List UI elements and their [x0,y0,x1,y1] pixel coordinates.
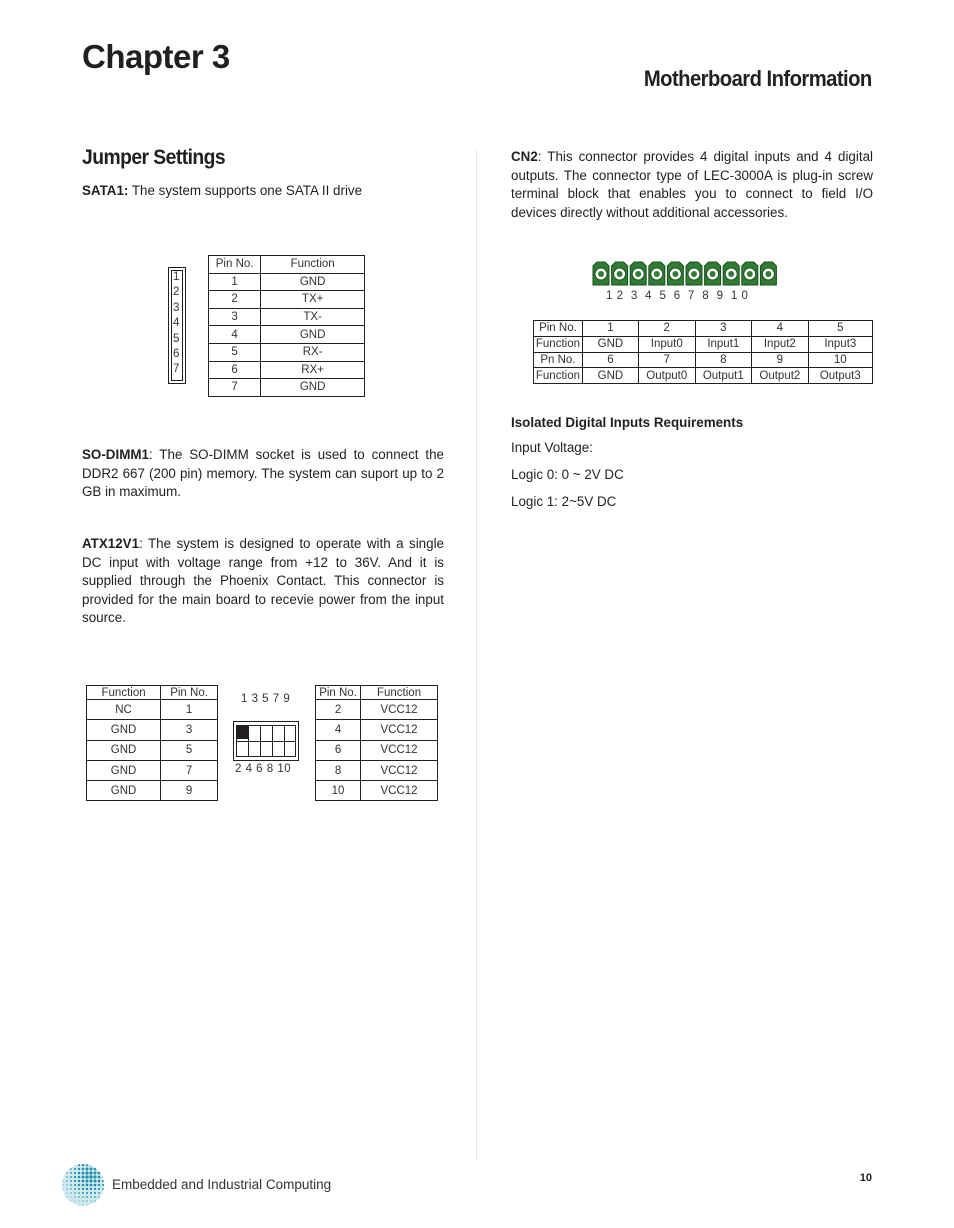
table-header-row [87,686,218,700]
table-cell: 6 [209,361,261,379]
table-cell: 3 [209,308,261,326]
table-cell: 4 [752,321,809,337]
atx-connector-grid [234,722,298,760]
sata-header-pin-number: 3 [173,301,180,314]
table-cell: Function [361,686,438,700]
table-cell: 1 [161,700,218,720]
table-row [209,326,365,344]
cn2-pin-label: 1 2 3 4 5 6 7 8 9 1 0 [606,290,749,302]
table-cell: GND [87,760,161,780]
cn2-terminal-block [591,260,779,287]
sodimm-paragraph [82,446,444,502]
table-cell: 5 [808,321,872,337]
table-cell: VCC12 [361,760,438,780]
table-cell: GND [87,720,161,740]
table-cell: Pin No. [316,686,361,700]
table-cell: RX- [261,343,365,361]
table-row [209,273,365,291]
table-row [209,379,365,397]
sodimm-text: : The SO-DIMM socket is used to connect the DDR2 667 (200 pin) memory. The system can suport up to 2 GB in maximum. [82,447,444,499]
table-cell: Function [534,336,583,352]
table-cell: VCC12 [361,700,438,720]
table-cell: Output3 [808,368,872,384]
sata-header-pin-number: 5 [173,332,180,345]
table-row [209,308,365,326]
table-cell: GND [261,273,365,291]
table-row [534,352,873,368]
jumper-settings-heading: Jumper Settings [82,146,226,169]
table-cell: GND [87,781,161,801]
terminal-screw [649,262,665,285]
atx-paragraph [82,535,444,628]
chapter-title: Chapter 3 [82,38,230,75]
sata-header-pin-number: 1 [173,271,180,283]
table-cell: GND [582,336,638,352]
table-cell: Pin No. [209,256,261,274]
atx-odd-pin-label: 1 3 5 7 9 [241,693,291,705]
table-cell: 8 [695,352,752,368]
table-cell: VCC12 [361,740,438,760]
table-row [87,700,218,720]
terminal-screw [686,262,702,285]
table-cell: Output2 [752,368,809,384]
sodimm-label: SO-DIMM1 [82,447,149,462]
table-cell: 7 [161,760,218,780]
atx-label: ATX12V1 [82,536,140,551]
table-cell: VCC12 [361,720,438,740]
table-cell: 3 [695,321,752,337]
table-cell: Input2 [752,336,809,352]
table-cell: GND [261,379,365,397]
table-cell: Output1 [695,368,752,384]
table-cell: Function [87,686,161,700]
logic1-line: Logic 1: 2~5V DC [511,494,617,509]
table-row [316,700,438,720]
table-cell: 8 [316,760,361,780]
table-row [534,321,873,337]
atx-connector-diagram [233,721,299,761]
table-cell: 1 [209,273,261,291]
table-cell: 1 [582,321,638,337]
terminal-screw [630,262,646,285]
table-cell: Input3 [808,336,872,352]
table-row [209,291,365,309]
table-cell: 6 [316,740,361,760]
cn2-label: CN2 [511,149,538,164]
table-cell: Function [261,256,365,274]
table-row [316,740,438,760]
table-cell: GND [87,740,161,760]
table-cell: GND [261,326,365,344]
table-cell: RX+ [261,361,365,379]
cn2-text: : This connector provides 4 digital inputs and 4 digital outputs. The connector type of LEC-3000A is plug-in screw terminal block that enables you to connect to field I/O devices directly without additional accessories. [511,149,873,220]
terminal-screw [705,262,721,285]
sata-header-pin-number: 4 [173,317,180,330]
table-cell: Function [534,368,583,384]
table-cell: 5 [161,740,218,760]
atx-right-pin-table [315,685,438,801]
sata-text: The system supports one SATA II drive [128,183,363,198]
table-cell: TX- [261,308,365,326]
table-row [209,343,365,361]
table-row [316,781,438,801]
logic0-line: Logic 0: 0 ~ 2V DC [511,467,624,482]
isolated-heading: Isolated Digital Inputs Requirements [511,415,744,430]
table-cell: Pin No. [161,686,218,700]
table-cell: 3 [161,720,218,740]
table-row [209,361,365,379]
table-row [87,720,218,740]
table-cell: NC [87,700,161,720]
table-cell: Pn No. [534,352,583,368]
sata-header-pin-number: 2 [173,286,180,299]
terminal-screw [593,262,609,285]
atx-text: : The system is designed to operate with a single DC input with voltage range from +12 to 36V. And it is supplied through the Phoenix Contact. This connector is provided for the main board to recevie power from the input source. [82,536,444,625]
table-cell: 10 [808,352,872,368]
table-cell: Pin No. [534,321,583,337]
table-row [316,720,438,740]
company-logo [60,1162,106,1208]
table-cell: 6 [582,352,638,368]
table-row [534,368,873,384]
table-cell: Input0 [638,336,695,352]
section-title: Motherboard Information [644,66,872,91]
cn2-paragraph [511,148,873,222]
table-header-row [209,256,365,274]
table-cell: 5 [209,343,261,361]
terminal-screw [760,262,776,285]
atx-left-pin-table [86,685,218,801]
table-cell: GND [582,368,638,384]
table-cell: 7 [638,352,695,368]
table-row [87,781,218,801]
sata-label: SATA1: [82,183,129,198]
table-cell: 2 [638,321,695,337]
table-row [316,760,438,780]
table-cell: 10 [316,781,361,801]
table-cell: Input1 [695,336,752,352]
sata-header-pin-number: 6 [173,348,180,361]
sata-pin-table [208,255,365,397]
table-cell: 2 [209,291,261,309]
table-cell: TX+ [261,291,365,309]
table-row [87,740,218,760]
page-number: 10 [859,1172,872,1184]
table-cell: VCC12 [361,781,438,801]
table-header-row [316,686,438,700]
footer-text: Embedded and Industrial Computing [112,1177,332,1192]
input-voltage-line: Input Voltage: [511,440,593,455]
table-cell: 4 [209,326,261,344]
table-cell: 4 [316,720,361,740]
table-cell: 9 [161,781,218,801]
terminal-screw [723,262,739,285]
table-cell: 9 [752,352,809,368]
sata-paragraph [82,182,444,201]
sata-connector-diagram [168,267,186,384]
table-row [534,336,873,352]
terminal-screw [742,262,758,285]
cn2-pin-table [533,320,873,384]
table-cell: 7 [209,379,261,397]
table-row [87,760,218,780]
sata-header-pin-number: 7 [173,363,180,376]
column-divider [476,150,477,1160]
terminal-screw [612,262,628,285]
terminal-screw [667,262,683,285]
table-cell: Output0 [638,368,695,384]
table-cell: 2 [316,700,361,720]
atx-even-pin-label: 2 4 6 8 10 [235,763,292,775]
